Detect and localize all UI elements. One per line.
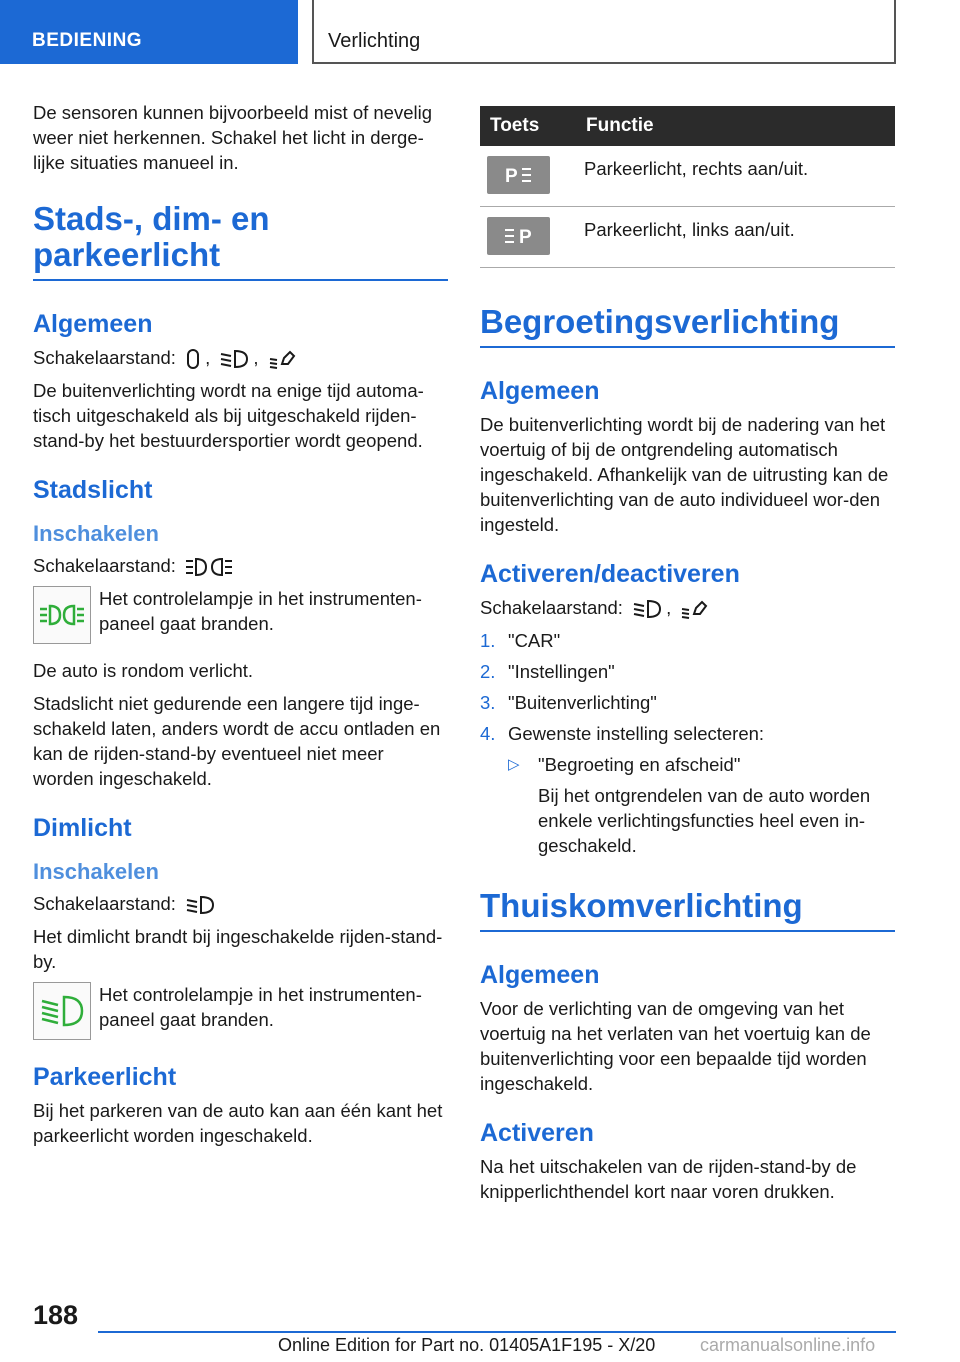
section-title-begroetingsverlichting: Begroetingsverlichting bbox=[480, 304, 895, 348]
separator: , bbox=[205, 347, 211, 368]
heading-algemeen: Algemeen bbox=[33, 310, 153, 338]
left-column bbox=[33, 100, 448, 1156]
parkeerlicht-text: Bij het parkeren van de auto kan aan één kant het parkeerlicht worden ingeschakeld. bbox=[33, 1100, 443, 1147]
list-item bbox=[480, 628, 895, 653]
thuiskom-activeren-text: Na het uitschakelen van de rijden-stand-by de knipperlichthendel kort naar voren drukken. bbox=[480, 1156, 857, 1203]
switch-position-line bbox=[480, 595, 895, 620]
indicator-lamp-text: Het controlelampje in het instrumenten-paneel gaat branden. bbox=[99, 588, 422, 635]
list-item bbox=[480, 690, 895, 715]
section-title-thuiskomverlichting: Thuiskomverlichting bbox=[480, 888, 895, 932]
step-number: 1. bbox=[480, 630, 496, 652]
heading-algemeen: Algemeen bbox=[480, 961, 600, 990]
begroeting-algemeen-text: De buitenverlichting wordt bij de nadering van het voertuig of bij de ontgrendeling automatisch ingeschakeld. Afhankelijk van de uitrusting kan de buitenverlichting van de auto individueel wor-den ingesteld. bbox=[480, 414, 889, 535]
indicator-lamp-row bbox=[33, 586, 448, 644]
table-header-key: Toets bbox=[480, 106, 576, 146]
list-item bbox=[480, 721, 895, 746]
low-beam-icon bbox=[185, 894, 215, 916]
subheading-inschakelen-dimlicht: Inschakelen bbox=[33, 859, 159, 885]
thuiskom-algemeen-text: Voor de verlichting van de omgeving van het voertuig na het verlaten van het voertuig kan de buitenverlichting voor een bepaalde tijd worden ingeschakeld. bbox=[480, 998, 871, 1095]
switch-label: Schakelaarstand: bbox=[33, 347, 176, 368]
algemeen-text: De buitenverlichting wordt na enige tijd automa-tisch uitgeschakeld als bij uitgeschakeld rijden-stand-by het bestuurdersportier wordt geopend. bbox=[33, 380, 424, 452]
footer-divider bbox=[98, 1331, 896, 1333]
switch-label: Schakelaarstand: bbox=[33, 893, 176, 915]
sub-step bbox=[508, 752, 895, 858]
step-number: 2. bbox=[480, 661, 496, 683]
right-column bbox=[480, 103, 895, 1212]
page-number: 188 bbox=[33, 1300, 79, 1330]
svg-text:P: P bbox=[504, 166, 518, 186]
low-beam-icon bbox=[219, 348, 249, 370]
stadslicht-text-1: De auto is rondom verlicht. bbox=[33, 660, 254, 682]
parking-lights-icon bbox=[185, 556, 233, 578]
heading-stadslicht: Stadslicht bbox=[33, 476, 153, 505]
heading-dimlicht: Dimlicht bbox=[33, 814, 132, 843]
low-beam-icon bbox=[632, 598, 662, 620]
parking-light-table bbox=[480, 106, 895, 268]
indicator-lamp-text: Het controlelampje in het instrumenten-paneel gaat branden. bbox=[99, 984, 422, 1031]
heading-parkeerlicht: Parkeerlicht bbox=[33, 1063, 177, 1092]
subheading-inschakelen-stadslicht: Inschakelen bbox=[33, 521, 159, 547]
switch-position-line bbox=[33, 345, 448, 370]
table-header-row bbox=[480, 106, 895, 146]
heading-activeren: Activeren bbox=[480, 1119, 594, 1148]
switch-label: Schakelaarstand: bbox=[480, 597, 623, 618]
section-title-stads-dim-parkeer: Stads-, dim- en parkeerlicht bbox=[33, 201, 448, 281]
separator: , bbox=[253, 347, 259, 368]
svg-text:P: P bbox=[518, 227, 532, 247]
intro-text: De sensoren kunnen bijvoorbeeld mist of nevelig weer niet herkennen. Schakel het licht in derge-lijke situaties manueel in. bbox=[33, 102, 433, 173]
edition-text: Online Edition for Part no. 01405A1F195 - X/20 bbox=[278, 1335, 656, 1355]
switch-position-line bbox=[33, 553, 448, 578]
table-cell-function: Parkeerlicht, links aan/uit. bbox=[576, 207, 895, 268]
watermark: carmanualsonline.info bbox=[700, 1335, 876, 1355]
welcome-light-icon bbox=[268, 348, 296, 370]
parking-light-left-icon bbox=[487, 217, 550, 255]
sub-step-title: "Begroeting en afscheid" bbox=[538, 754, 741, 776]
steps-list bbox=[480, 628, 895, 746]
table-row bbox=[480, 146, 895, 207]
table-header-function: Functie bbox=[576, 106, 895, 146]
chapter-title: Verlichting bbox=[312, 0, 896, 64]
welcome-light-icon bbox=[680, 598, 708, 620]
step-text: Gewenste instelling selecteren: bbox=[508, 723, 765, 745]
step-number: 3. bbox=[480, 692, 496, 714]
switch-label: Schakelaarstand: bbox=[33, 555, 176, 577]
list-item bbox=[480, 659, 895, 684]
separator: , bbox=[666, 597, 672, 618]
triangle-bullet-icon: ▷ bbox=[508, 756, 520, 774]
dimlicht-text: Het dimlicht brandt bij ingeschakelde rijden-stand-by. bbox=[33, 926, 443, 973]
parking-light-right-icon bbox=[487, 156, 550, 194]
heading-activeren-deactiveren: Activeren/deactiveren bbox=[480, 560, 740, 588]
low-beam-indicator-icon bbox=[33, 982, 91, 1040]
section-tab: BEDIENING bbox=[0, 0, 298, 64]
sub-step-text: Bij het ontgrendelen van de auto worden enkele verlichtingsfuncties heel even in-geschakeld. bbox=[538, 785, 871, 857]
parking-light-indicator-icon bbox=[33, 586, 91, 644]
auto-light-icon bbox=[185, 348, 201, 370]
indicator-lamp-row bbox=[33, 982, 448, 1040]
step-number: 4. bbox=[480, 723, 496, 745]
switch-position-line bbox=[33, 891, 448, 916]
step-text: "CAR" bbox=[508, 630, 561, 652]
step-text: "Instellingen" bbox=[508, 661, 615, 683]
heading-algemeen: Algemeen bbox=[480, 377, 600, 405]
step-text: "Buitenverlichting" bbox=[508, 692, 657, 714]
stadslicht-text-2: Stadslicht niet gedurende een langere tijd inge-schakeld laten, anders wordt de accu ontladen en kan de rijden-stand-by eventueel niet meer worden ingeschakeld. bbox=[33, 693, 441, 790]
table-cell-function: Parkeerlicht, rechts aan/uit. bbox=[576, 146, 895, 207]
table-row bbox=[480, 207, 895, 268]
